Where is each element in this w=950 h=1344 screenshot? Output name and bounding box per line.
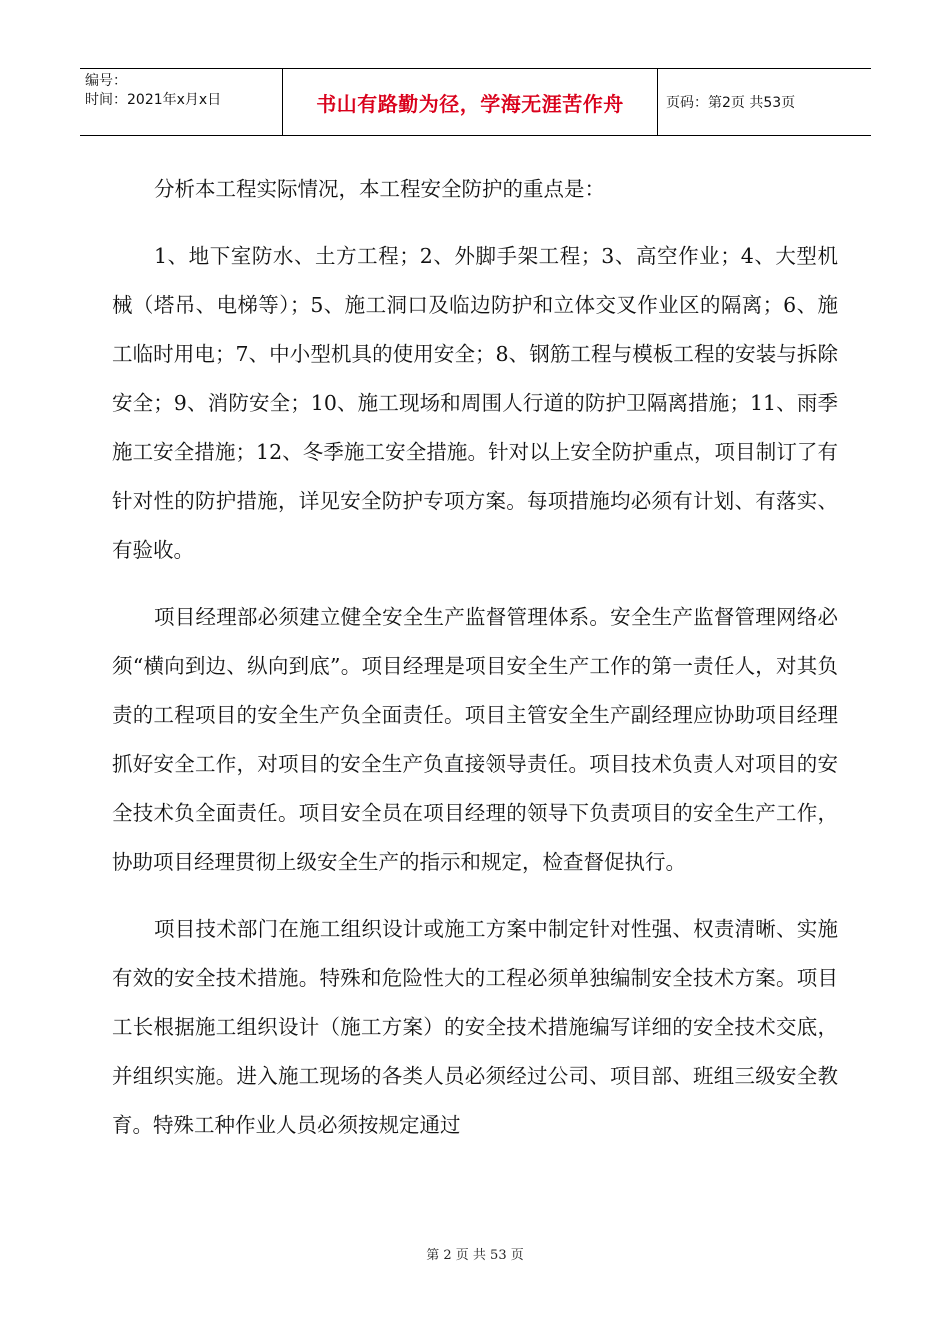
header-meta bbox=[80, 69, 283, 135]
paragraph: 项目技术部门在施工组织设计或施工方案中制定针对性强、权责清晰、实施有效的安全技术措施。特殊和危险性大的工程必须单独编制安全技术方案。项目工长根据施工组织设计（施工方案）的安全技术措施编写详细的安全技术交底，并组织实施。进入施工现场的各类人员必须经过公司、项目部、班组三级安全教育。特殊工种作业人员必须按规定通过 bbox=[112, 917, 838, 1137]
paragraph: 分析本工程实际情况，本工程安全防护的重点是： bbox=[154, 177, 605, 201]
document-number: 编号： bbox=[85, 73, 127, 89]
paragraph: 项目经理部必须建立健全安全生产监督管理体系。安全生产监督管理网络必须“横向到边、纵向到底”。项目经理是项目安全生产工作的第一责任人，对其负责的工程项目的安全生产负全面责任。项目主管安全生产副经理应协助项目经理抓好安全工作，对项目的安全生产负直接领导责任。项目技术负责人对项目的安全技术负全面责任。项目安全员在项目经理的领导下负责项目的安全生产工作，协助项目经理贯彻上级安全生产的指示和规定，检查督促执行。 bbox=[112, 605, 838, 874]
paragraph: 1、地下室防水、土方工程；2、外脚手架工程；3、高空作业；4、大型机械（塔吊、电梯等）；5、施工洞口及临边防护和立体交叉作业区的隔离；6、施工临时用电；7、中小型机具的使用安全；8、钢筋工程与模板工程的安装与拆除安全；9、消防安全；10、施工现场和周围人行道的防护卫隔离措施；11、雨季施工安全措施；12、冬季施工安全措施。针对以上安全防护重点，项目制订了有针对性的防护措施，详见安全防护专项方案。每项措施均必须有计划、有落实、有验收。 bbox=[112, 244, 838, 562]
page-header bbox=[80, 68, 871, 136]
header-page-number: 页码：第2页 共53页 bbox=[666, 95, 796, 111]
document-body bbox=[112, 165, 838, 1168]
header-motto: 书山有路勤为径，学海无涯苦作舟 bbox=[283, 69, 658, 135]
page-footer: 第 2 页 共 53 页 bbox=[426, 1248, 524, 1263]
document-date: 时间：2021年x月x日 bbox=[85, 92, 222, 108]
